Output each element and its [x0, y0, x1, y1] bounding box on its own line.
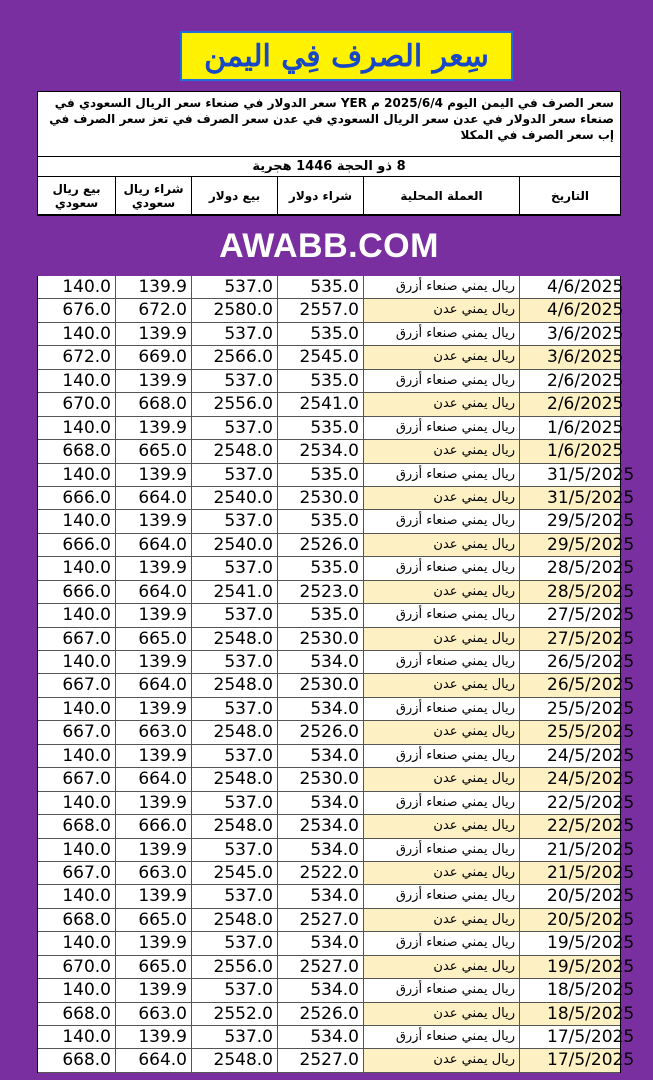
- cell-sell-usd: 2548.0: [191, 909, 277, 931]
- cell-sell-usd: 537.0: [191, 370, 277, 392]
- cell-buy-sar: 665.0: [115, 628, 191, 650]
- cell-buy-sar: 139.9: [115, 792, 191, 814]
- cell-sell-usd: 537.0: [191, 604, 277, 626]
- table-row: [38, 276, 624, 299]
- table-row: [38, 1003, 635, 1026]
- cell-buy-usd: 534.0: [277, 745, 363, 767]
- cell-buy-usd: 534.0: [277, 792, 363, 814]
- cell-currency: ريال يمني عدن: [363, 862, 519, 884]
- cell-date: 1/6/2025: [519, 440, 620, 462]
- cell-sell-sar: 670.0: [62, 394, 111, 415]
- cell-currency: ريال يمني عدن: [363, 534, 519, 556]
- table-row: [38, 651, 635, 674]
- table-row: [38, 440, 624, 463]
- cell-currency: ريال يمني صنعاء أزرق: [363, 464, 519, 486]
- table-row: [38, 1026, 635, 1049]
- cell-sell-sar: 666.0: [62, 534, 111, 555]
- cell-buy-usd: 2527.0: [277, 909, 363, 931]
- cell-sell-usd: 537.0: [191, 417, 277, 439]
- cell-currency: ريال يمني عدن: [363, 487, 519, 509]
- table-row: [38, 909, 635, 932]
- cell-buy-sar: 663.0: [115, 721, 191, 743]
- rates-table: [37, 276, 635, 1073]
- cell-date: 27/5/2025: [519, 628, 620, 650]
- cell-currency: ريال يمني عدن: [363, 1049, 519, 1071]
- table-row: [38, 674, 635, 697]
- cell-currency: ريال يمني عدن: [363, 721, 519, 743]
- cell-sell-sar: 666.0: [62, 487, 111, 508]
- cell-date: 25/5/2025: [519, 721, 620, 743]
- cell-currency: ريال يمني صنعاء أزرق: [363, 839, 519, 861]
- cell-date: 17/5/2025: [519, 1049, 620, 1071]
- cell-sell-sar: 140.0: [62, 886, 111, 907]
- cell-currency: ريال يمني عدن: [363, 393, 519, 415]
- cell-sell-usd: 2580.0: [191, 299, 277, 321]
- cell-buy-usd: 2530.0: [277, 487, 363, 509]
- cell-currency: ريال يمني عدن: [363, 346, 519, 368]
- cell-buy-usd: 534.0: [277, 698, 363, 720]
- cell-sell-usd: 537.0: [191, 1026, 277, 1048]
- cell-sell-usd: 537.0: [191, 839, 277, 861]
- cell-date: 26/5/2025: [519, 674, 620, 696]
- cell-sell-usd: 2548.0: [191, 815, 277, 837]
- table-row: [38, 510, 635, 533]
- cell-currency: ريال يمني عدن: [363, 815, 519, 837]
- cell-buy-usd: 535.0: [277, 510, 363, 532]
- cell-sell-sar: 140.0: [62, 323, 111, 344]
- cell-sell-sar: 668.0: [62, 441, 111, 462]
- cell-sell-sar: 140.0: [62, 370, 111, 391]
- cell-sell-usd: 537.0: [191, 979, 277, 1001]
- cell-sell-usd: 2556.0: [191, 393, 277, 415]
- cell-sell-usd: 537.0: [191, 792, 277, 814]
- cell-sell-sar: 667.0: [62, 675, 111, 696]
- cell-buy-usd: 2526.0: [277, 1003, 363, 1025]
- cell-date: 3/6/2025: [519, 323, 620, 345]
- cell-buy-sar: 139.9: [115, 979, 191, 1001]
- cell-sell-usd: 2540.0: [191, 487, 277, 509]
- cell-sell-sar: 140.0: [62, 511, 111, 532]
- cell-sell-sar: 670.0: [62, 956, 111, 977]
- cell-date: 20/5/2025: [519, 885, 620, 907]
- watermark-band: [37, 217, 621, 275]
- cell-sell-usd: 537.0: [191, 557, 277, 579]
- cell-currency: ريال يمني صنعاء أزرق: [363, 604, 519, 626]
- cell-date: 4/6/2025: [519, 299, 620, 321]
- cell-date: 24/5/2025: [519, 745, 620, 767]
- cell-currency: ريال يمني صنعاء أزرق: [363, 979, 519, 1001]
- cell-sell-usd: 537.0: [191, 510, 277, 532]
- cell-sell-usd: 2548.0: [191, 674, 277, 696]
- cell-buy-usd: 534.0: [277, 1026, 363, 1048]
- cell-sell-sar: 667.0: [62, 722, 111, 743]
- table-row: [38, 721, 635, 744]
- cell-date: 21/5/2025: [519, 862, 620, 884]
- cell-sell-sar: 140.0: [62, 698, 111, 719]
- cell-sell-sar: 667.0: [62, 862, 111, 883]
- cell-buy-sar: 663.0: [115, 1003, 191, 1025]
- cell-currency: ريال يمني عدن: [363, 628, 519, 650]
- cell-currency: ريال يمني صنعاء أزرق: [363, 698, 519, 720]
- cell-buy-usd: 2527.0: [277, 956, 363, 978]
- hijri-date: 8 ذو الحجة 1446 هجرية: [38, 157, 620, 177]
- cell-sell-usd: 2548.0: [191, 628, 277, 650]
- cell-buy-sar: 139.9: [115, 557, 191, 579]
- table-row: [38, 862, 635, 885]
- table-row: [38, 487, 635, 510]
- cell-sell-sar: 140.0: [62, 558, 111, 579]
- table-row: [38, 323, 624, 346]
- cell-buy-sar: 669.0: [115, 346, 191, 368]
- cell-date: 3/6/2025: [519, 346, 620, 368]
- cell-date: 4/6/2025: [519, 276, 620, 298]
- table-row: [38, 393, 624, 416]
- cell-currency: ريال يمني عدن: [363, 909, 519, 931]
- cell-sell-usd: 2540.0: [191, 534, 277, 556]
- cell-date: 2/6/2025: [519, 370, 620, 392]
- cell-currency: ريال يمني صنعاء أزرق: [363, 651, 519, 673]
- cell-buy-sar: 139.9: [115, 1026, 191, 1048]
- cell-buy-usd: 2523.0: [277, 581, 363, 603]
- cell-currency: ريال يمني صنعاء أزرق: [363, 885, 519, 907]
- cell-sell-usd: 2548.0: [191, 768, 277, 790]
- cell-buy-sar: 139.9: [115, 464, 191, 486]
- table-row: [38, 299, 624, 322]
- cell-currency: ريال يمني عدن: [363, 581, 519, 603]
- cell-sell-sar: 140.0: [62, 605, 111, 626]
- cell-date: 20/5/2025: [519, 909, 620, 931]
- table-row: [38, 698, 635, 721]
- cell-sell-sar: 140.0: [62, 652, 111, 672]
- cell-buy-usd: 2557.0: [277, 299, 363, 321]
- cell-date: 27/5/2025: [519, 604, 620, 626]
- cell-currency: ريال يمني عدن: [363, 674, 519, 696]
- cell-date: 21/5/2025: [519, 839, 620, 861]
- header-sell-usd: بيع دولار: [191, 177, 277, 214]
- cell-buy-sar: 139.9: [115, 745, 191, 767]
- header-currency: العملة المحلية: [363, 177, 519, 214]
- cell-sell-usd: 537.0: [191, 651, 277, 673]
- cell-sell-usd: 537.0: [191, 698, 277, 720]
- header-buy-sar: شراء ريال سعودي: [115, 177, 191, 214]
- cell-date: 25/5/2025: [519, 698, 620, 720]
- cell-date: 1/6/2025: [519, 417, 620, 439]
- cell-sell-sar: 140.0: [62, 417, 111, 438]
- table-row: [38, 417, 624, 440]
- watermark-text: AWABB.COM: [219, 226, 439, 265]
- cell-buy-sar: 664.0: [115, 487, 191, 509]
- table-row: [38, 815, 635, 838]
- cell-buy-usd: 534.0: [277, 979, 363, 1001]
- table-row: [38, 346, 624, 369]
- table-row: [38, 979, 635, 1002]
- cell-currency: ريال يمني عدن: [363, 1003, 519, 1025]
- table-row: [38, 534, 635, 557]
- cell-buy-usd: 2541.0: [277, 393, 363, 415]
- cell-currency: ريال يمني صنعاء أزرق: [363, 932, 519, 954]
- cell-date: 28/5/2025: [519, 557, 620, 579]
- cell-buy-usd: 535.0: [277, 464, 363, 486]
- cell-buy-sar: 664.0: [115, 1049, 191, 1071]
- header-date: التاريخ: [519, 177, 620, 214]
- cell-sell-sar: 140.0: [62, 745, 111, 766]
- table-row: [38, 745, 635, 768]
- cell-buy-sar: 668.0: [115, 393, 191, 415]
- table-row: [38, 557, 635, 580]
- cell-buy-usd: 2534.0: [277, 440, 363, 462]
- cell-buy-sar: 664.0: [115, 581, 191, 603]
- cell-sell-sar: 140.0: [62, 839, 111, 860]
- cell-currency: ريال يمني صنعاء أزرق: [363, 745, 519, 767]
- page-title: سِعر الصرف فِي اليمن: [204, 38, 489, 74]
- header-buy-usd: شراء دولار: [277, 177, 363, 214]
- table-row: [38, 581, 635, 604]
- cell-buy-usd: 535.0: [277, 323, 363, 345]
- cell-buy-sar: 139.9: [115, 839, 191, 861]
- cell-buy-sar: 139.9: [115, 276, 191, 298]
- cell-sell-usd: 537.0: [191, 885, 277, 907]
- cell-buy-sar: 664.0: [115, 768, 191, 790]
- cell-buy-usd: 535.0: [277, 604, 363, 626]
- cell-buy-usd: 2522.0: [277, 862, 363, 884]
- cell-sell-usd: 2556.0: [191, 956, 277, 978]
- cell-sell-usd: 2552.0: [191, 1003, 277, 1025]
- cell-date: 31/5/2025: [519, 464, 620, 486]
- cell-sell-sar: 140.0: [62, 277, 111, 297]
- cell-buy-sar: 664.0: [115, 534, 191, 556]
- cell-buy-sar: 139.9: [115, 604, 191, 626]
- cell-sell-sar: 140.0: [62, 792, 111, 813]
- cell-sell-usd: 2548.0: [191, 721, 277, 743]
- table-row: [38, 792, 635, 815]
- cell-date: 22/5/2025: [519, 815, 620, 837]
- cell-date: 19/5/2025: [519, 956, 620, 978]
- cell-currency: ريال يمني عدن: [363, 299, 519, 321]
- cell-currency: ريال يمني عدن: [363, 768, 519, 790]
- info-sheet: [37, 91, 621, 216]
- cell-date: 18/5/2025: [519, 979, 620, 1001]
- cell-buy-sar: 665.0: [115, 440, 191, 462]
- table-row: [38, 628, 635, 651]
- cell-sell-sar: 672.0: [62, 347, 111, 368]
- cell-buy-usd: 2530.0: [277, 768, 363, 790]
- cell-currency: ريال يمني صنعاء أزرق: [363, 417, 519, 439]
- cell-sell-usd: 2548.0: [191, 1049, 277, 1071]
- cell-sell-sar: 140.0: [62, 464, 111, 485]
- cell-date: 29/5/2025: [519, 534, 620, 556]
- cell-buy-usd: 534.0: [277, 651, 363, 673]
- cell-currency: ريال يمني صنعاء أزرق: [363, 323, 519, 345]
- cell-sell-sar: 667.0: [62, 628, 111, 649]
- cell-date: 31/5/2025: [519, 487, 620, 509]
- table-row: [38, 370, 624, 393]
- cell-currency: ريال يمني صنعاء أزرق: [363, 1026, 519, 1048]
- description-text: سعر الصرف في اليمن اليوم 2025/6/4 م YER سعر الدولار في صنعاء سعر الريال السعودي في صنعاء سعر الدولار في عدن سعر الريال السعودي في عدن سعر الصرف في تعز سعر الصرف في إب سعر الصرف في المكلا: [38, 92, 620, 157]
- table-row: [38, 885, 635, 908]
- cell-date: 26/5/2025: [519, 651, 620, 673]
- cell-currency: ريال يمني عدن: [363, 440, 519, 462]
- table-header: [38, 177, 620, 215]
- cell-buy-sar: 139.9: [115, 323, 191, 345]
- cell-buy-sar: 672.0: [115, 299, 191, 321]
- cell-buy-sar: 665.0: [115, 909, 191, 931]
- cell-buy-usd: 534.0: [277, 885, 363, 907]
- cell-date: 19/5/2025: [519, 932, 620, 954]
- cell-buy-usd: 534.0: [277, 932, 363, 954]
- cell-buy-sar: 664.0: [115, 674, 191, 696]
- cell-sell-sar: 676.0: [62, 300, 111, 321]
- cell-buy-usd: 2526.0: [277, 534, 363, 556]
- cell-currency: ريال يمني صنعاء أزرق: [363, 370, 519, 392]
- cell-buy-usd: 534.0: [277, 839, 363, 861]
- cell-buy-sar: 139.9: [115, 510, 191, 532]
- cell-buy-usd: 535.0: [277, 557, 363, 579]
- cell-sell-usd: 2566.0: [191, 346, 277, 368]
- cell-buy-sar: 139.9: [115, 932, 191, 954]
- cell-buy-sar: 139.9: [115, 885, 191, 907]
- cell-date: 29/5/2025: [519, 510, 620, 532]
- table-row: [38, 839, 635, 862]
- cell-currency: ريال يمني صنعاء أزرق: [363, 510, 519, 532]
- cell-buy-sar: 139.9: [115, 651, 191, 673]
- cell-buy-sar: 139.9: [115, 417, 191, 439]
- cell-currency: ريال يمني صنعاء أزرق: [363, 792, 519, 814]
- title-banner: [180, 31, 513, 81]
- cell-sell-sar: 666.0: [62, 581, 111, 602]
- cell-buy-usd: 535.0: [277, 370, 363, 392]
- table-row: [38, 768, 635, 791]
- cell-date: 17/5/2025: [519, 1026, 620, 1048]
- cell-date: 18/5/2025: [519, 1003, 620, 1025]
- cell-sell-sar: 140.0: [62, 980, 111, 1001]
- table-row: [38, 604, 635, 627]
- header-sell-sar: بيع ريال سعودي: [52, 181, 101, 210]
- cell-sell-sar: 668.0: [62, 909, 111, 930]
- cell-buy-usd: 2534.0: [277, 815, 363, 837]
- cell-sell-usd: 537.0: [191, 276, 277, 298]
- cell-date: 2/6/2025: [519, 393, 620, 415]
- cell-currency: ريال يمني عدن: [363, 956, 519, 978]
- cell-sell-usd: 2548.0: [191, 440, 277, 462]
- cell-buy-sar: 663.0: [115, 862, 191, 884]
- table-row: [38, 1049, 635, 1072]
- table-row: [38, 932, 635, 955]
- cell-sell-sar: 668.0: [62, 1050, 111, 1071]
- cell-sell-usd: 537.0: [191, 323, 277, 345]
- cell-date: 22/5/2025: [519, 792, 620, 814]
- cell-currency: ريال يمني صنعاء أزرق: [363, 276, 519, 298]
- cell-sell-sar: 668.0: [62, 1003, 111, 1024]
- cell-sell-usd: 2545.0: [191, 862, 277, 884]
- cell-buy-usd: 2526.0: [277, 721, 363, 743]
- cell-sell-sar: 140.0: [62, 933, 111, 954]
- cell-buy-sar: 139.9: [115, 370, 191, 392]
- table-row: [38, 464, 635, 487]
- cell-date: 24/5/2025: [519, 768, 620, 790]
- cell-sell-usd: 537.0: [191, 932, 277, 954]
- table-row: [38, 956, 635, 979]
- cell-sell-sar: 140.0: [62, 1027, 111, 1047]
- cell-buy-usd: 2530.0: [277, 628, 363, 650]
- cell-buy-sar: 665.0: [115, 956, 191, 978]
- cell-buy-usd: 535.0: [277, 276, 363, 298]
- cell-buy-usd: 2545.0: [277, 346, 363, 368]
- cell-sell-usd: 537.0: [191, 464, 277, 486]
- cell-buy-sar: 139.9: [115, 698, 191, 720]
- cell-buy-usd: 2530.0: [277, 674, 363, 696]
- cell-sell-sar: 668.0: [62, 816, 111, 837]
- cell-sell-usd: 537.0: [191, 745, 277, 767]
- cell-sell-usd: 2541.0: [191, 581, 277, 603]
- cell-buy-usd: 2527.0: [277, 1049, 363, 1071]
- cell-currency: ريال يمني صنعاء أزرق: [363, 557, 519, 579]
- cell-sell-sar: 667.0: [62, 769, 111, 790]
- cell-buy-usd: 535.0: [277, 417, 363, 439]
- cell-date: 28/5/2025: [519, 581, 620, 603]
- cell-buy-sar: 666.0: [115, 815, 191, 837]
